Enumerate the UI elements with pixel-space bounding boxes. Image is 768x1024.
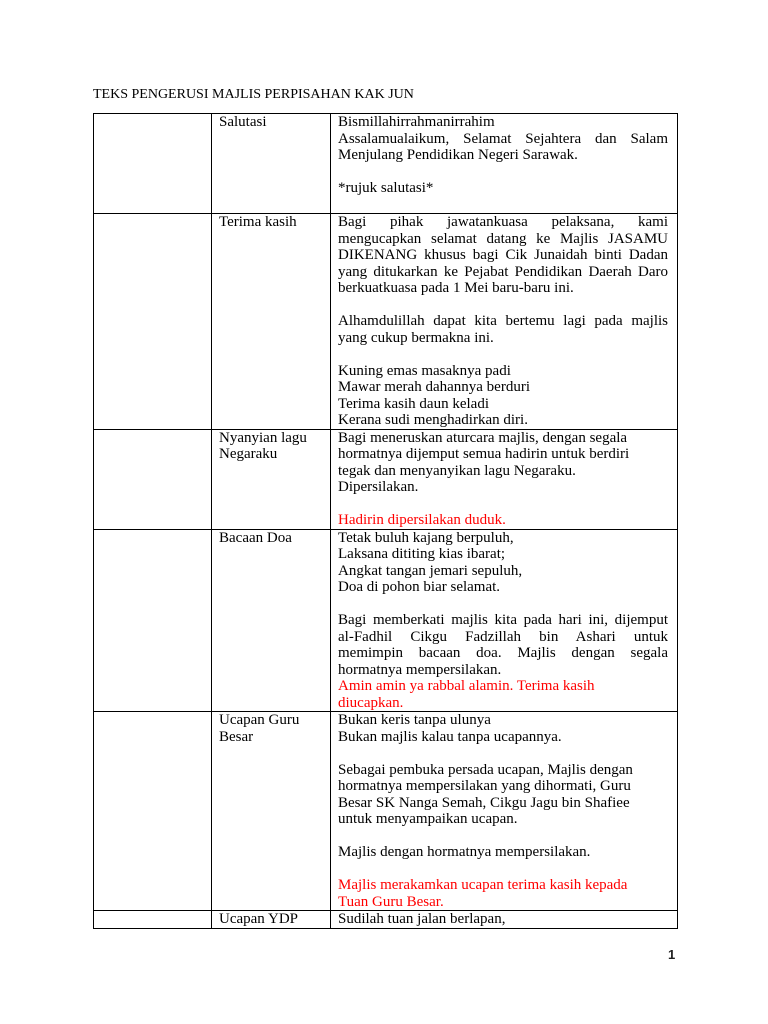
section-label-cell — [212, 529, 331, 712]
script-line: Bukan keris tanpa ulunya — [338, 712, 491, 728]
script-line: Angkat tangan jemari sepuluh, — [338, 562, 523, 579]
script-text-cell — [331, 529, 678, 712]
blank-cell — [94, 911, 212, 929]
section-label: Ucapan Guru — [219, 712, 300, 728]
script-line: Bagi pihak jawatankuasa pelaksana, kami — [338, 214, 668, 230]
section-label-cell — [212, 712, 331, 911]
script-line: Terima kasih daun keladi — [338, 395, 489, 412]
script-line: Amin amin ya rabbal alamin. Terima kasih — [338, 678, 595, 694]
script-line: DIKENANG khusus bagi Cik Junaidah binti Dadan — [338, 247, 668, 263]
script-line: berkuatkuasa pada 1 Mei baru-baru ini. — [338, 280, 574, 296]
script-line: Majlis dengan hormatnya mempersilakan. — [338, 844, 591, 860]
text-block — [338, 180, 668, 197]
script-line: yang cukup bermakna ini. — [338, 329, 494, 346]
script-line: Laksana dititing kias ibarat; — [338, 546, 506, 562]
script-line: Assalamualaikum, Selamat Sejahtera dan Salam — [338, 130, 668, 147]
section-label: Bacaan Doa — [219, 529, 292, 546]
script-line: untuk menyampaikan ucapan. — [338, 811, 518, 827]
text-block — [338, 911, 668, 928]
script-line: Bagi memberkati majlis kita pada hari ini, dijemput — [338, 612, 668, 628]
script-line: Bismillahirrahmanirrahim — [338, 114, 495, 130]
cue-note — [338, 678, 668, 711]
script-paragraph — [338, 479, 668, 496]
script-line: Kerana sudi menghadirkan diri. — [338, 412, 528, 428]
script-line: hormatnya mempersilakan. — [338, 661, 502, 678]
script-line: *rujuk salutasi* — [338, 180, 434, 196]
script-text-cell — [331, 911, 678, 929]
script-line: Tuan Guru Besar. — [338, 893, 444, 910]
script-paragraph — [338, 114, 668, 131]
script-line: Dipersilakan. — [338, 479, 419, 495]
script-text-cell — [331, 114, 678, 214]
text-block — [338, 762, 668, 828]
text-block — [338, 612, 668, 711]
text-block — [338, 712, 668, 745]
blank-cell — [94, 529, 212, 712]
table-row — [94, 214, 678, 430]
script-paragraph — [338, 430, 668, 480]
script-line: Alhamdulillah dapat kita bertemu lagi pada majlis — [338, 313, 668, 329]
section-label: Negaraku — [219, 446, 278, 462]
script-line: Bagi meneruskan aturcara majlis, dengan segala — [338, 429, 628, 446]
script-text-cell — [331, 429, 678, 529]
script-paragraph — [338, 911, 668, 928]
script-line: hormatnya mempersilakan yang dihormati, Guru — [338, 778, 631, 794]
blank-cell — [94, 114, 212, 214]
script-line: Doa di pohon biar selamat. — [338, 579, 501, 595]
section-label: Ucapan YDP — [219, 911, 299, 927]
text-block — [338, 313, 668, 346]
table-row — [94, 712, 678, 911]
text-block — [338, 430, 668, 496]
script-paragraph — [338, 712, 668, 745]
text-block — [338, 114, 668, 164]
table-row — [94, 911, 678, 929]
script-line: mengucapkan selamat datang ke Majlis JASAMU — [338, 230, 668, 247]
script-paragraph — [338, 762, 668, 828]
script-paragraph — [338, 363, 668, 429]
script-paragraph — [338, 612, 668, 678]
script-line: Hadirin dipersilakan duduk. — [338, 512, 506, 528]
text-block — [338, 844, 668, 861]
script-line: hormatnya dijemput semua hadirin untuk berdiri — [338, 446, 630, 462]
cue-note — [338, 512, 668, 529]
script-line: yang ditukarkan ke Pejabat Pendidikan Daerah Daro — [338, 263, 668, 280]
section-label-cell — [212, 911, 331, 929]
script-line: Bukan majlis kalau tanpa ucapannya. — [338, 728, 562, 745]
emcee-script-table — [93, 113, 678, 929]
section-label-cell — [212, 214, 331, 430]
text-block — [338, 877, 668, 910]
script-line: Kuning emas masaknya padi — [338, 362, 511, 379]
section-label: Terima kasih — [219, 214, 297, 230]
section-label: Salutasi — [219, 114, 267, 130]
script-line: Majlis merakamkan ucapan terima kasih kepada — [338, 877, 628, 893]
script-text-cell — [331, 712, 678, 911]
cue-note — [338, 877, 668, 910]
script-paragraph — [338, 313, 668, 346]
script-line: al-Fadhil Cikgu Fadzillah bin Ashari untuk — [338, 628, 668, 645]
text-block — [338, 363, 668, 429]
table-row — [94, 114, 678, 214]
script-line: memimpin bacaan doa. Majlis dengan segala — [338, 645, 668, 661]
blank-cell — [94, 712, 212, 911]
script-line: Sebagai pembuka persada ucapan, Majlis dengan — [338, 761, 633, 778]
script-paragraph — [338, 180, 668, 197]
section-label-cell — [212, 114, 331, 214]
text-block — [338, 530, 668, 596]
blank-cell — [94, 429, 212, 529]
blank-cell — [94, 214, 212, 430]
table-row — [94, 429, 678, 529]
section-label-cell — [212, 429, 331, 529]
table-row — [94, 529, 678, 712]
section-label: Nyanyian lagu — [219, 429, 307, 446]
page-number: 1 — [668, 947, 676, 962]
script-line: tegak dan menyanyikan lagu Negaraku. — [338, 462, 576, 479]
script-line: Besar SK Nanga Semah, Cikgu Jagu bin Shafiee — [338, 794, 630, 811]
text-block — [338, 512, 668, 529]
section-label: Besar — [219, 728, 254, 745]
script-line: Sudilah tuan jalan berlapan, — [338, 911, 506, 927]
script-line: Menjulang Pendidikan Negeri Sarawak. — [338, 147, 578, 163]
script-text-cell — [331, 214, 678, 430]
script-paragraph — [338, 530, 668, 596]
script-paragraph — [338, 844, 668, 861]
script-paragraph — [338, 214, 668, 297]
script-paragraph — [338, 131, 668, 164]
script-table-body — [94, 114, 678, 929]
document-title: TEKS PENGERUSI MAJLIS PERPISAHAN KAK JUN — [93, 87, 414, 102]
script-line: diucapkan. — [338, 694, 404, 711]
script-line: Tetak buluh kajang berpuluh, — [338, 529, 514, 546]
script-line: Mawar merah dahannya berduri — [338, 379, 530, 395]
text-block — [338, 214, 668, 297]
